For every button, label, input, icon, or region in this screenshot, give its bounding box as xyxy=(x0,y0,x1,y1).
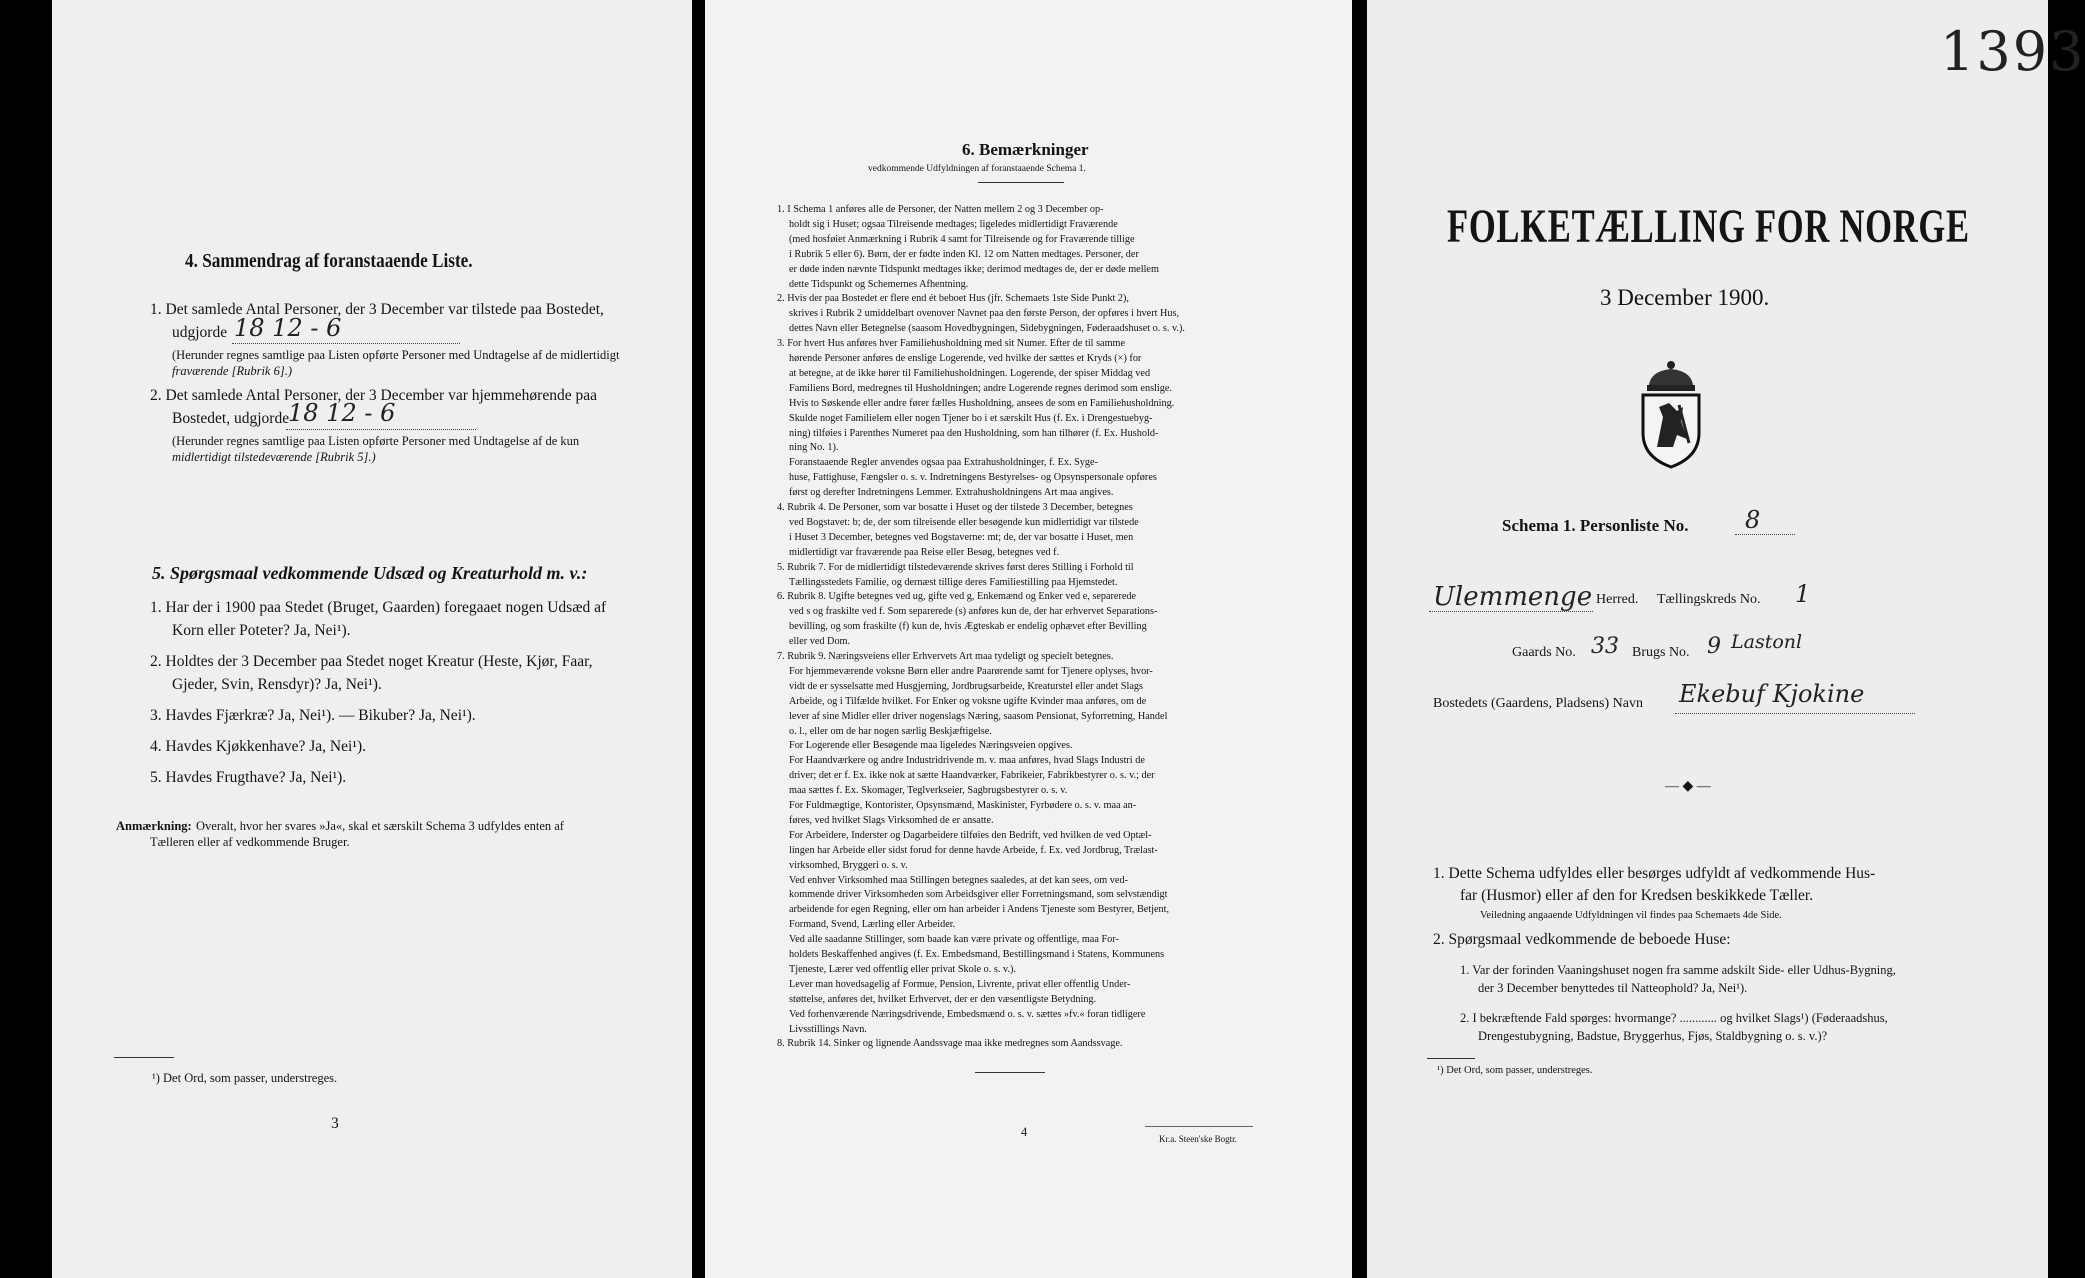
remark-line: lingen har Arbeide eller sidst forud for denne havde Arbeide, f. Ex. ved Jordbrug, Trælast- xyxy=(789,843,1158,856)
section4-item1-note: (Herunder regnes samtlige paa Listen opførte Personer med Undtagelse af de midlertidigt xyxy=(172,348,620,362)
section5-question-3: 3. Havdes Fjærkræ? Ja, Nei¹). — Bikuber? Ja, Nei¹). xyxy=(150,707,476,724)
footnote-rule xyxy=(114,1057,174,1058)
remark-line: Lever man hovedsagelig af Formue, Pension, Livrente, privat eller offentlig Under- xyxy=(789,977,1131,990)
remark-line: lever af sine Midler eller driver nogenslags Næring, saasom Pensionat, Syforretning, Handel xyxy=(789,709,1168,722)
remark-line: 1. I Schema 1 anføres alle de Personer, der Natten mellem 2 og 3 December op- xyxy=(777,203,1104,215)
remark-line: Livsstillings Navn. xyxy=(789,1022,867,1035)
brugs-label: Brugs No. xyxy=(1632,645,1690,660)
remark-line: at betegne, at de ikke hører til Familiehusholdningen. Logerende, der spiser Middag ved xyxy=(789,366,1151,379)
section5-question-1: Korn eller Poteter? Ja, Nei¹). xyxy=(172,622,351,639)
instruction-2-question-2: Drengestubygning, Badstue, Bryggerhus, Fjøs, Staldbygning o. s. v.)? xyxy=(1478,1029,1828,1043)
section5-question-5: 5. Havdes Frugthave? Ja, Nei¹). xyxy=(150,769,347,786)
middle-page xyxy=(705,0,1352,1278)
remark-line: virksomhed, Bryggeri o. s. v. xyxy=(789,858,908,871)
remark-line: ved s og fraskilte ved f. Som separerede (s) anføres kun de, der har erhvervet Separations- xyxy=(789,605,1158,618)
fill-line xyxy=(1675,712,1915,714)
section4-item2-note: midlertidigt tilstedeværende [Rubrik 5].) xyxy=(172,450,376,464)
instruction-2: 2. Spørgsmaal vedkommende de beboede Huse: xyxy=(1433,931,1731,948)
remark-line: 5. Rubrik 7. For de midlertidigt tilstedeværende skrives først deres Stilling i Forhold til xyxy=(777,560,1134,573)
remark-line: 6. Rubrik 8. Ugifte betegnes ved ug, gifte ved g, Enkemænd og Enker ved e, separerede xyxy=(777,590,1137,603)
remark-line: For hjemmeværende voksne Børn eller andre Paarørende samt for Tjenere oplyses, hvor- xyxy=(789,664,1153,677)
instruction-1: far (Husmor) eller af den for Kredsen beskikkede Tæller. xyxy=(1460,887,1814,904)
section4-item2-label: Bostedet, udgjorde xyxy=(172,410,290,427)
divider xyxy=(978,182,1064,183)
gaards-number: 33 xyxy=(1591,634,1619,659)
instruction-2-question-1: 1. Var der forinden Vaaningshuset nogen fra samme adskilt Side- eller Udhus-Bygning, xyxy=(1460,963,1896,977)
remark-line: holdt sig i Huset; ogsaa Tilreisende medtages; ligeledes midlertidigt Fraværende xyxy=(789,217,1118,230)
remark-line: Hvis to Søskende eller andre fører fælles Husholdning, ansees de som en Familiehusholdning. xyxy=(789,396,1175,409)
footnote-rule xyxy=(1427,1058,1475,1059)
fill-line xyxy=(232,342,460,344)
section4-item2-text: 2. Det samlede Antal Personer, der 3 December var hjemmehørende paa xyxy=(150,387,597,404)
left-page xyxy=(52,0,692,1278)
remark-line: maa sættes f. Ex. Skomager, Teglverkseier, Sagbrugsbestyrer o. s. v. xyxy=(789,784,1068,797)
remark-line: føres, ved hvilket Slags Virksomhed de er ansatte. xyxy=(789,813,994,826)
schema-label: Schema 1. Personliste No. xyxy=(1502,516,1689,535)
page-number: 4 xyxy=(1021,1125,1028,1139)
census-date: 3 December 1900. xyxy=(1600,285,1770,310)
gaards-label: Gaards No. xyxy=(1512,645,1576,660)
form-title: FOLKETÆLLING FOR NORGE xyxy=(1447,200,1970,253)
instruction-2-question-2: 2. I bekræftende Fald spørges: hvormange? ............ og hvilket Slags¹) (Føderaadshus, xyxy=(1460,1011,1888,1025)
remark-line: 3. For hvert Hus anføres hver Familiehusholdning med sit Numer. Efter de til samme xyxy=(777,337,1126,350)
remark-line: (med hosføiet Anmærkning i Rubrik 4 samt for Tilreisende og for Fraværende tillige xyxy=(789,232,1135,245)
remarks-title: 6. Bemærkninger xyxy=(962,140,1089,159)
section5-question-4: 4. Havdes Kjøkkenhave? Ja, Nei¹). xyxy=(150,738,366,755)
remark-line: 8. Rubrik 14. Sinker og lignende Aandssvage maa ikke medregnes som Aandssvage. xyxy=(777,1037,1123,1050)
remark-line: 2. Hvis der paa Bostedet er flere end ét beboet Hus (jfr. Schemaets 1ste Side Punkt 2), xyxy=(777,292,1130,305)
remark-line: støttelse, anføres det, hvilket Erhvervet, der er den væsentligste Betydning. xyxy=(789,992,1097,1005)
remark-line: Ved forhenværende Næringsdrivende, Embedsmænd o. s. v. sættes »fv.« foran tidligere xyxy=(789,1007,1146,1020)
remark-line: For Haandværkere og andre Industridrivende m. v. maa anføres, hvad Slags Industri de xyxy=(789,754,1145,767)
fill-line xyxy=(286,428,476,430)
divider xyxy=(975,1072,1045,1073)
instruction-1-note: Veiledning angaaende Udfyldningen vil findes paa Schemaets 4de Side. xyxy=(1480,910,1782,921)
personliste-number: 8 xyxy=(1745,506,1761,534)
section4-item1-handwritten-total: 18 12 - 6 xyxy=(234,314,342,342)
herred-handwritten: Ulemmenge xyxy=(1433,582,1593,612)
anmerkning-text: Overalt, hvor her svares »Ja«, skal et særskilt Schema 3 udfyldes enten af xyxy=(196,819,564,833)
footnote: ¹) Det Ord, som passer, understreges. xyxy=(152,1071,338,1085)
remark-line: ning) tilføies i Parenthes Numeret paa den Husholdning, som han tilhører (f. Ex. Hushold- xyxy=(789,426,1159,439)
remark-line: For Fuldmægtige, Kontorister, Opsynsmænd, Maskinister, Fyrbødere o. s. v. maa an- xyxy=(789,799,1137,811)
remark-line: bevilling, og som fraskilte (f) kun de, hvis Ægteskab er endelig ophævet efter Bevilling xyxy=(789,620,1147,633)
herred-label: Herred. xyxy=(1596,592,1639,607)
remark-line: skrives i Rubrik 2 umiddelbart ovenover Navnet paa den første Person, der opføres i hvert Hus, xyxy=(789,307,1180,320)
remark-line: kommende driver Virksomheden som Arbeidsgiver eller Forretningsmand, som selvstændigt xyxy=(789,888,1168,901)
right-page xyxy=(1367,0,2085,1278)
ornament-divider: — ◆ — xyxy=(1665,779,1711,794)
remark-line: Formand, Svend, Lærling eller Arbeider. xyxy=(789,918,956,931)
remark-line: Tjeneste, Lærer ved offentlig eller privat Skole o. s. v.). xyxy=(789,962,1016,975)
section4-item1-note: fraværende [Rubrik 6].) xyxy=(172,364,293,378)
remark-line: huse, Fattighuse, Fængsler o. s. v. Indretningens Bestyrelses- og Opsynspersonale opføres xyxy=(789,471,1157,484)
remark-line: i Rubrik 5 eller 6). Børn, der er fødte inden Kl. 12 om Natten medtages. Personer, der xyxy=(789,247,1139,260)
brugs-number: 9 xyxy=(1707,634,1721,659)
archive-number: 1393 xyxy=(1940,20,2085,83)
remark-line: eller ved Dom. xyxy=(789,635,851,648)
remark-line: er døde inden nævnte Tidspunkt medtages ikke; derimod medtages de, der er døde mellem xyxy=(789,262,1159,275)
remark-line: Ved alle saadanne Stillinger, som baade kan være private og offentlige, maa For- xyxy=(789,933,1119,946)
remark-line: For Arbeidere, Inderster og Dagarbeidere tilføies den Bedrift, ved hvilken de ved Optæl- xyxy=(789,828,1152,841)
remark-line: ning No. 1). xyxy=(789,441,839,454)
remarks-subtitle: vedkommende Udfyldningen af foranstaaende Schema 1. xyxy=(868,164,1086,174)
remark-line: driver; det er f. Ex. ikke nok at sætte Haandværker, Fabrikeier, Fabrikbestyrer o. s. v.; der xyxy=(789,769,1155,782)
fill-line xyxy=(1735,533,1795,535)
remark-line: Foranstaaende Regler anvendes ogsaa paa Extrahusholdninger, f. Ex. Syge- xyxy=(789,456,1098,469)
norway-coat-of-arms-icon xyxy=(1633,355,1709,475)
fill-line xyxy=(1429,610,1593,612)
remark-line: Arbeide, og i Tilfælde hvilket. For Enker og voksne ugifte Kvinder maa anføres, om de xyxy=(789,694,1147,707)
section5-question-2: Gjeder, Svin, Rensdyr)? Ja, Nei¹). xyxy=(172,676,382,693)
brugs-note: Lastonl xyxy=(1731,631,1803,653)
section4-item1-label: udgjorde xyxy=(172,324,228,341)
kreds-label: Tællingskreds No. xyxy=(1657,592,1761,607)
section5-heading: 5. Spørgsmaal vedkommende Udsæd og Kreaturhold m. v.: xyxy=(152,563,588,583)
remark-line: o. l., eller om de har nogen særlig Beskjæftigelse. xyxy=(789,724,992,737)
section4-item2-note: (Herunder regnes samtlige paa Listen opførte Personer med Undtagelse af de kun xyxy=(172,434,580,448)
remark-line: vidt de er sysselsatte med Husgjerning, Jordbrugsarbeide, Kreaturstel eller andet Slags xyxy=(789,679,1143,692)
printer-imprint: Kr.a. Steen'ske Bogtr. xyxy=(1159,1134,1237,1144)
anmerkning-text: Tælleren eller af vedkommende Bruger. xyxy=(150,835,350,849)
remark-line: Ved enhver Virksomhed maa Stillingen betegnes saaledes, at det kan sees, om ved- xyxy=(789,873,1128,886)
remark-line: dettes Navn eller Betegnelse (saasom Hovedbygningen, Sidebygningen, Føderaadshuset o. s. v.). xyxy=(789,322,1185,335)
remark-line: først og derefter Indretningens Lemmer. Extrahusholdningens Art maa angives. xyxy=(789,486,1114,499)
remark-line: hørende Personer anføres de enslige Logerende, ved hvilke der sættes et Kryds (×) for xyxy=(789,352,1142,364)
bosted-handwritten: Ekebuf Kjokine xyxy=(1679,680,1865,708)
remark-line: arbeidende for egen Regning, eller om han arbeider i Andens Tjeneste som Bestyrer, Betjent, xyxy=(789,903,1170,916)
section5-question-1: 1. Har der i 1900 paa Stedet (Bruget, Gaarden) foregaaet nogen Udsæd af xyxy=(150,599,607,616)
page-number: 3 xyxy=(331,1115,339,1132)
kreds-number: 1 xyxy=(1795,580,1811,608)
remark-line: midlertidigt var fraværende paa Reise eller Besøg, betegnes ved f. xyxy=(789,545,1060,558)
anmerkning-label: Anmærkning: xyxy=(116,819,192,833)
remark-line: For Logerende eller Besøgende maa ligeledes Næringsveien opgives. xyxy=(789,739,1073,752)
section4-item1-text: 1. Det samlede Antal Personer, der 3 December var tilstede paa Bostedet, xyxy=(150,301,604,318)
imprint-rule xyxy=(1145,1126,1253,1127)
section4-item2-handwritten-total: 18 12 - 6 xyxy=(288,399,396,427)
section4-heading: 4. Sammendrag af foranstaaende Liste. xyxy=(185,250,473,272)
instruction-1: 1. Dette Schema udfyldes eller besørges udfyldt af vedkommende Hus- xyxy=(1433,865,1876,882)
instruction-2-question-1: der 3 December benyttedes til Natteophold? Ja, Nei¹). xyxy=(1478,981,1748,995)
remark-line: 4. Rubrik 4. De Personer, som var bosatte i Huset og der tilstede 3 December, betegnes xyxy=(777,501,1133,513)
bosted-label: Bostedets (Gaardens, Pladsens) Navn xyxy=(1433,696,1643,711)
remark-line: i Huset 3 December, betegnes ved Bogstaverne: mt; de, der var bosatte i Huset, men xyxy=(789,530,1134,543)
remark-line: Familiens Bord, medregnes til Husholdningen; andre Logerende regnes derimod som enslige. xyxy=(789,381,1172,394)
section5-question-2: 2. Holdtes der 3 December paa Stedet noget Kreatur (Heste, Kjør, Faar, xyxy=(150,653,593,670)
remark-line: Skulde noget Familielem eller nogen Tjener bo i et særskilt Hus (f. Ex. i Drengestuebyg- xyxy=(789,411,1153,424)
remark-line: dette Tidspunkt og Schemernes Afhentning. xyxy=(789,277,969,290)
remark-line: Tællingsstedets Familie, og dernæst tillige deres Familiestilling paa Hjemstedet. xyxy=(789,575,1118,588)
remark-line: ved Bogstavet: b; de, der som tilreisende eller besøgende kun midlertidigt var tilstede xyxy=(789,515,1139,528)
remark-line: 7. Rubrik 9. Næringsveiens eller Erhvervets Art maa tydeligt og specielt betegnes. xyxy=(777,650,1114,662)
remark-line: holdets Beskaffenhed angives (f. Ex. Embedsmand, Bestillingsmand i Statens, Kommunens xyxy=(789,948,1165,960)
footnote: ¹) Det Ord, som passer, understreges. xyxy=(1437,1065,1593,1076)
